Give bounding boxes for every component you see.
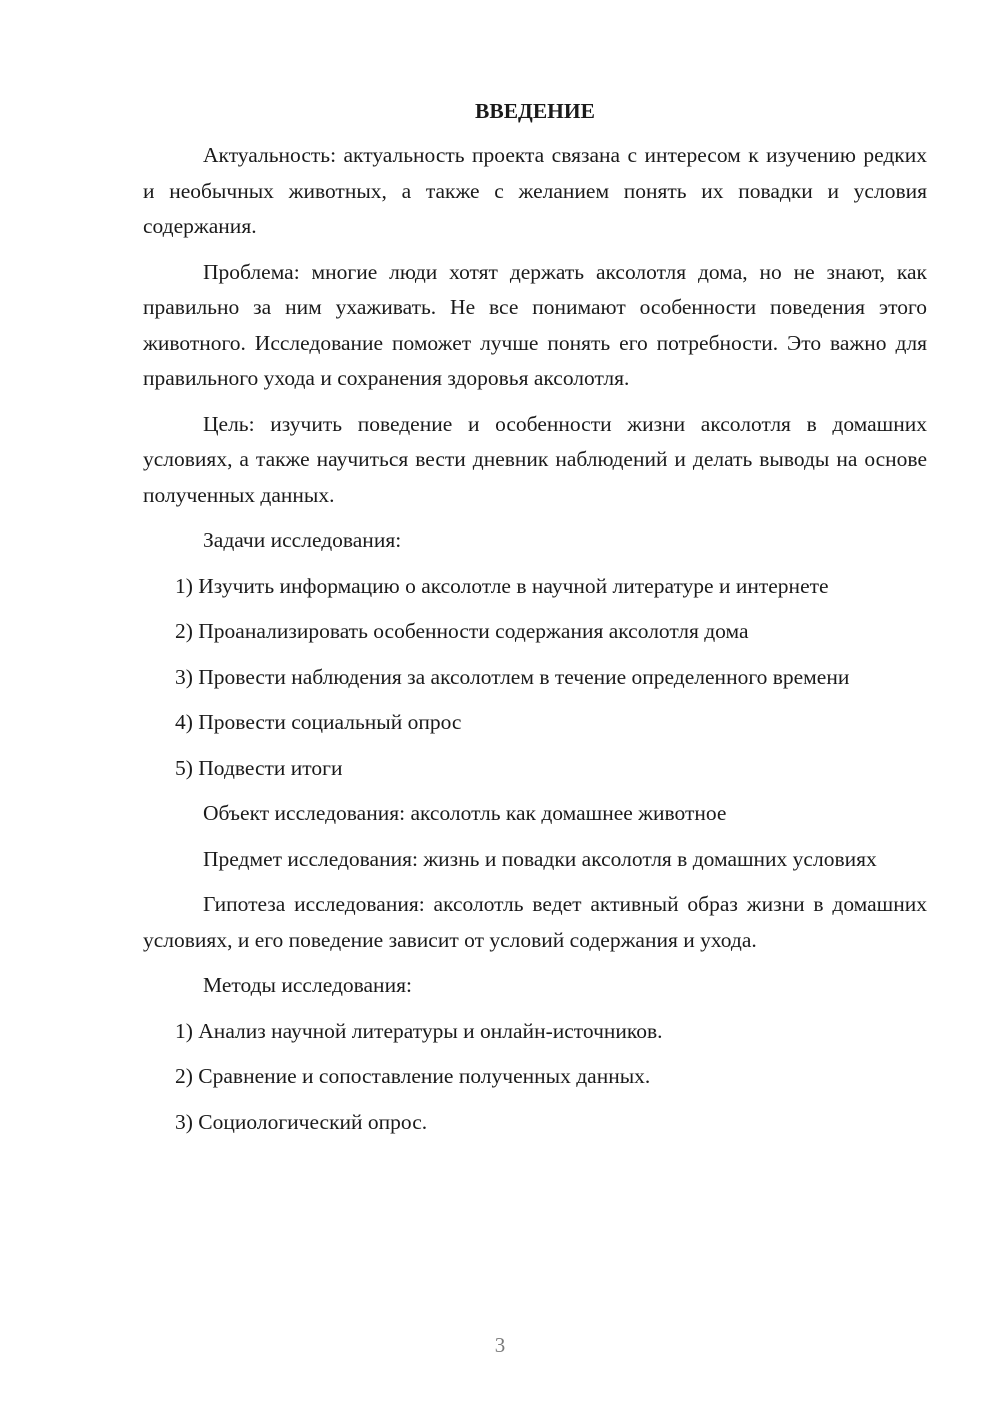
methods-heading: Методы исследования:: [203, 973, 412, 997]
page-number: 3: [494, 1333, 506, 1357]
hypothesis-paragraph: Гипотеза исследования: аксолотль ведет активный образ жизни в домашних условиях, и его поведение зависит от условий содержания и ухода.: [143, 892, 927, 952]
relevance-paragraph: Актуальность: актуальность проекта связана с интересом к изучению редких и необычных животных, а также с желанием понять их повадки и условия содержания.: [143, 143, 927, 238]
task-item-3: 3) Провести наблюдения за аксолотлем в течение определенного времени: [175, 664, 850, 689]
page-content: [143, 96, 927, 1150]
method-item-3: 3) Социологический опрос.: [175, 1109, 428, 1134]
goal-paragraph: Цель: изучить поведение и особенности жизни аксолотля в домашних условиях, а также научиться вести дневник наблюдений и делать выводы на основе полученных данных.: [143, 411, 927, 507]
section-title: ВВЕДЕНИЕ: [475, 99, 595, 123]
task-item-5: 5) Подвести итоги: [175, 755, 343, 780]
object-paragraph: Объект исследования: аксолотль как домашнее животное: [203, 801, 727, 825]
task-item-1: 1) Изучить информацию о аксолотле в научной литературе и интернете: [175, 573, 829, 598]
problem-paragraph: Проблема: многие люди хотят держать аксолотля дома, но не знают, как правильно за ним ухаживать. Не все понимают особенности поведения этого животного. Исследование поможет лучше понять его потребности. Это важно для правильного ухода и сохранения здоровья аксолотля.: [143, 259, 927, 390]
method-item-2: 2) Сравнение и сопоставление полученных данных.: [175, 1064, 651, 1088]
task-item-4: 4) Провести социальный опрос: [175, 710, 462, 734]
tasks-heading: Задачи исследования:: [203, 528, 402, 552]
method-item-1: 1) Анализ научной литературы и онлайн-источников.: [175, 1018, 663, 1043]
task-item-2: 2) Проанализировать особенности содержания аксолотля дома: [175, 619, 749, 643]
subject-paragraph: Предмет исследования: жизнь и повадки аксолотля в домашних условиях: [203, 846, 877, 871]
